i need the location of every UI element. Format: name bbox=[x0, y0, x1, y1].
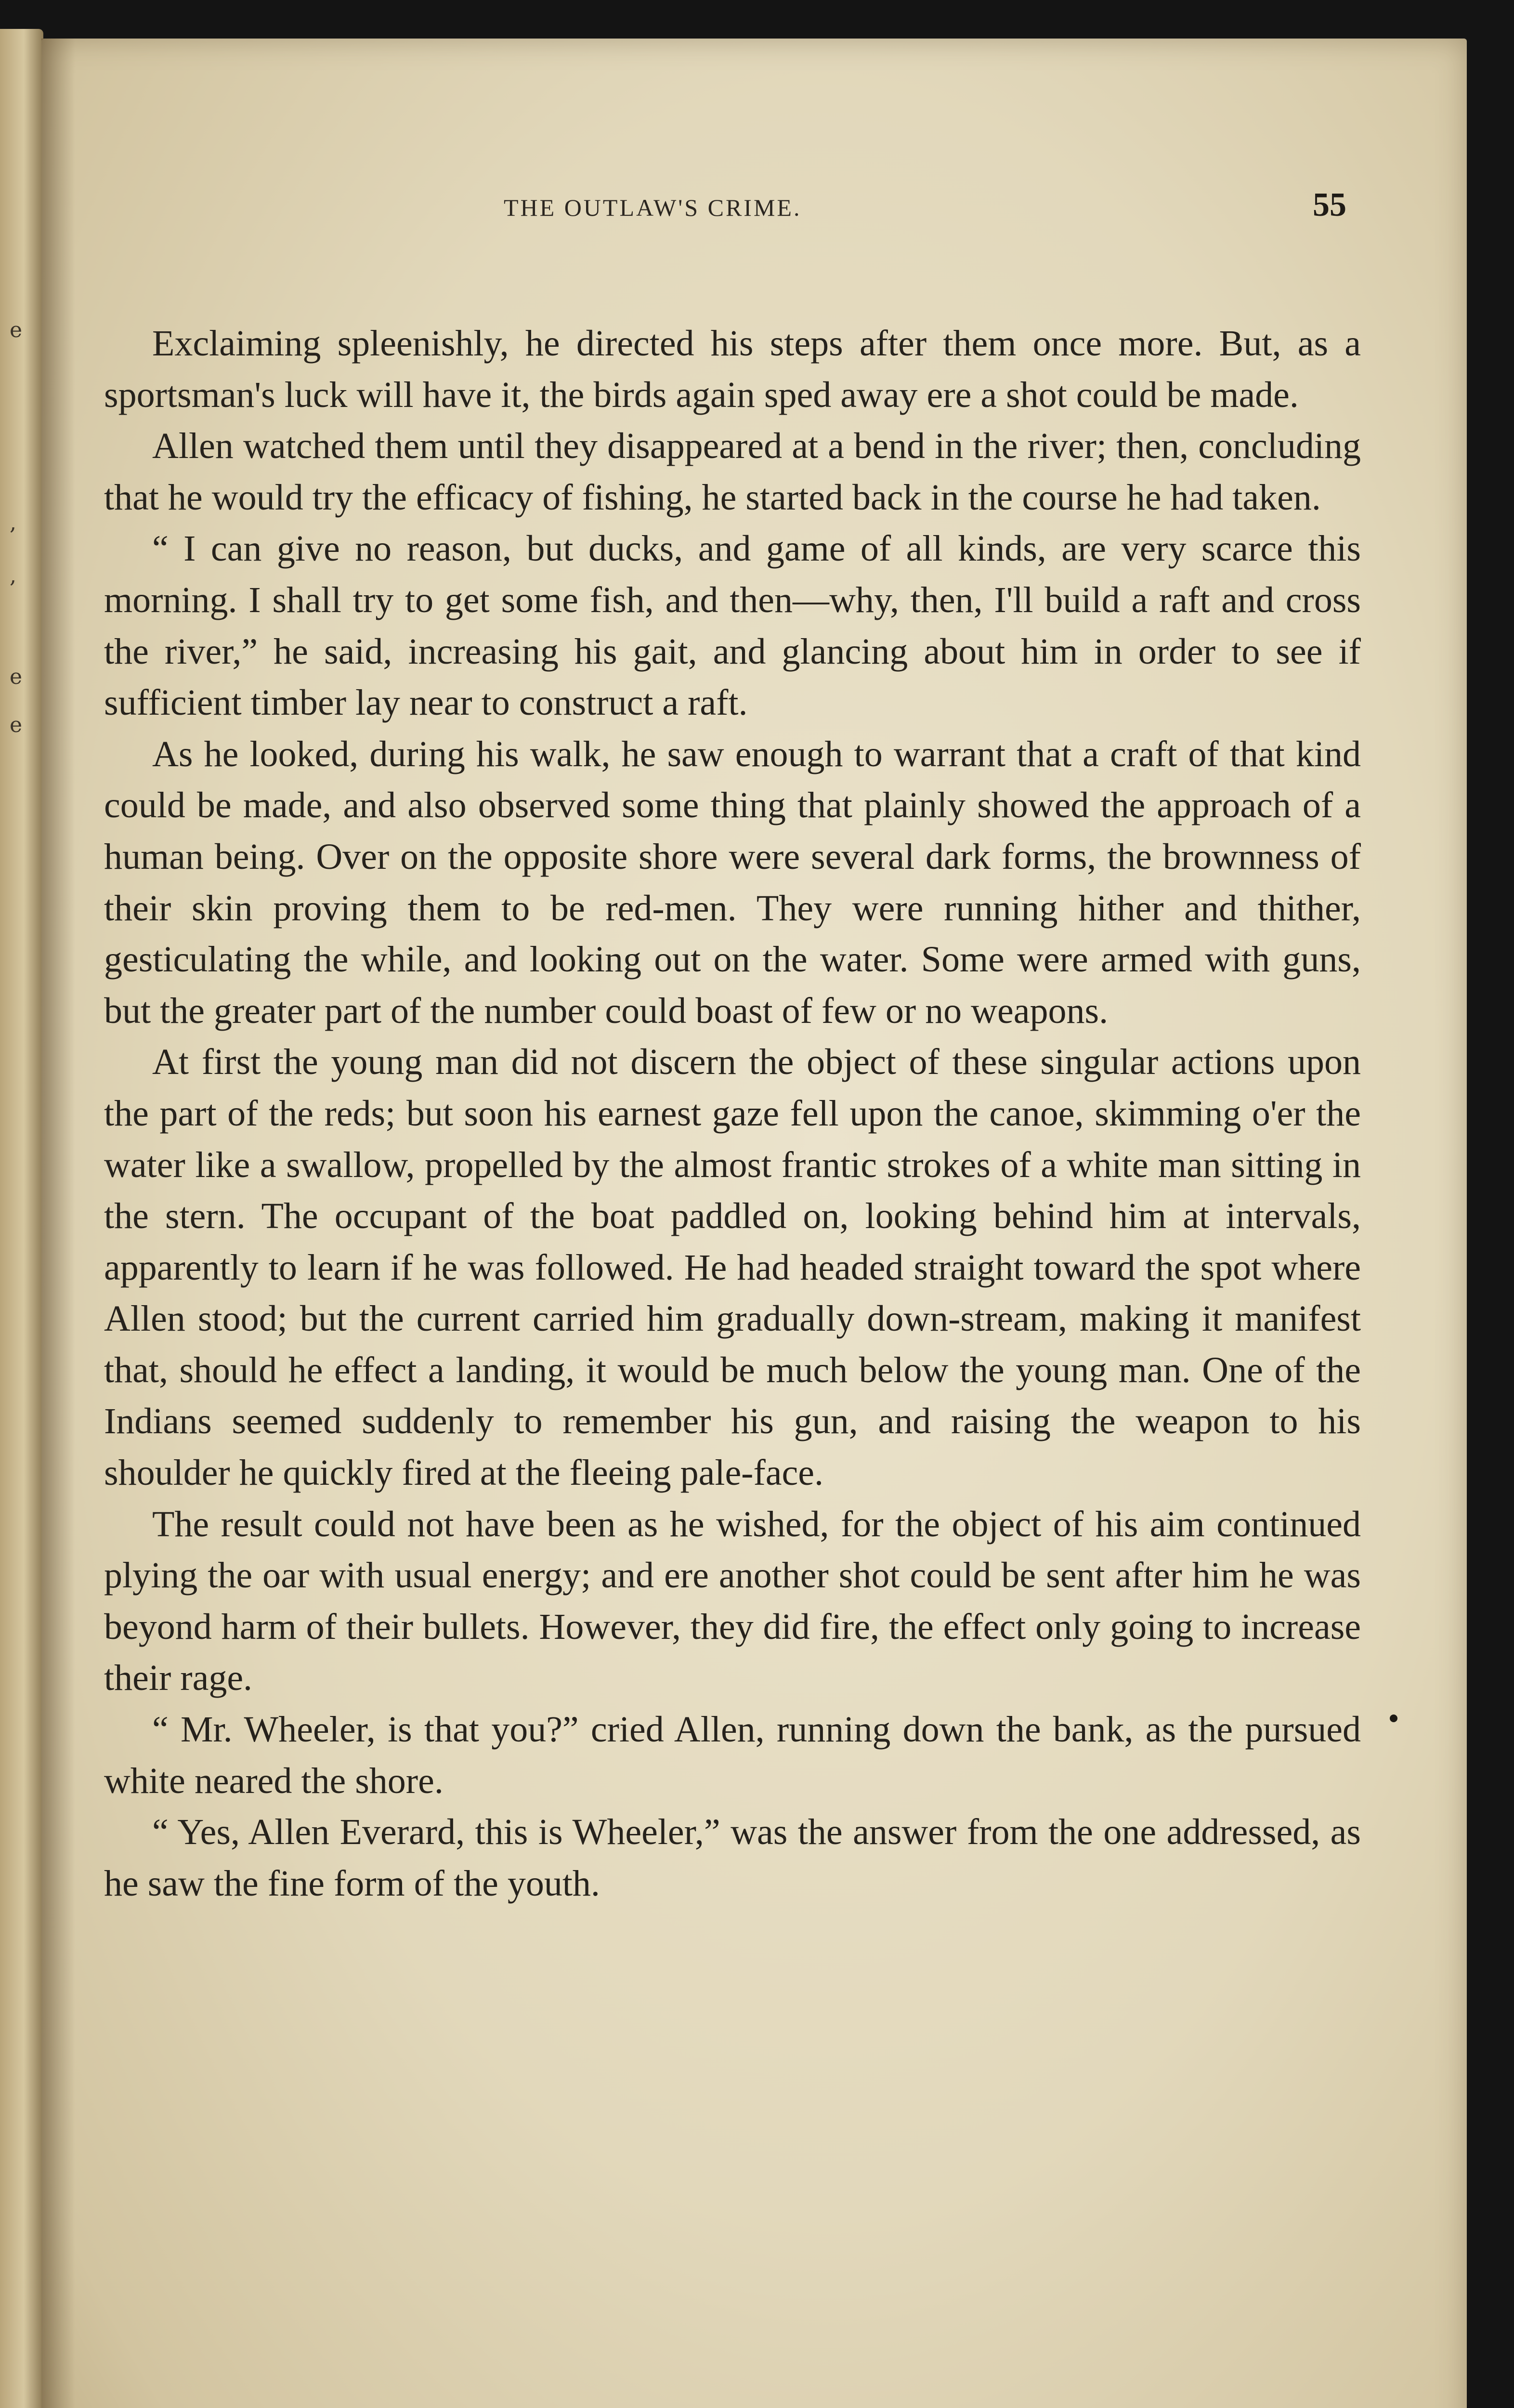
paragraph: At first the young man did not discern the object of these singular actions upon the part of the reds; but soon his earnest gaze fell upon the canoe, skimming o'er the water like a swallow, propelled by the almost frantic strokes of a white man sitting in the stern. The occupant of the boat paddled on, looking behind him at intervals, apparently to learn if he was followed. He had headed straight toward the spot where Allen stood; but the current carried him gradually down-stream, making it manifest that, should he effect a landing, it would be much below the young man. One of the Indians seemed suddenly to remember his gun, and raising the weapon to his shoulder he quickly fired at the fleeing pale-face. bbox=[104, 1042, 1361, 1493]
facing-page-fragment: , bbox=[10, 563, 16, 588]
running-title: THE OUTLAW'S CRIME. bbox=[504, 194, 802, 221]
ink-dot bbox=[1390, 1714, 1397, 1722]
running-head bbox=[41, 183, 1467, 231]
paragraph: The result could not have been as he wished, for the object of his aim continued plying the oar with usual energy; and ere another shot could be sent after him he was beyond harm of their bullets. However, they did fire, the effect only going to increase their rage. bbox=[104, 1504, 1361, 1699]
facing-page-fragment: e bbox=[10, 318, 23, 342]
facing-page-fragment: , bbox=[10, 510, 16, 535]
page-number: 55 bbox=[1313, 186, 1346, 223]
facing-page-fragment: e bbox=[10, 713, 23, 737]
paragraph: “ Yes, Allen Everard, this is Wheeler,” was the answer from the one addressed, as he saw the fine form of the youth. bbox=[104, 1812, 1361, 1904]
paragraph: Exclaiming spleenishly, he directed his steps after them once more. But, as a sportsman's luck will have it, the birds again sped away ere a shot could be made. bbox=[104, 323, 1361, 415]
facing-page-fragment: e bbox=[10, 665, 23, 689]
book-page bbox=[41, 39, 1467, 2408]
paragraph: Allen watched them until they disappeared at a bend in the river; then, concluding that he would try the efficacy of fishing, he started back in the course he had taken. bbox=[104, 426, 1361, 518]
paragraph: “ I can give no reason, but ducks, and game of all kinds, are very scarce this morning. I shall try to get some fish, and then—why, then, I'll build a raft and cross the river,” he said, increasing his gait, and glancing about him in order to see if sufficient timber lay near to construct a raft. bbox=[104, 528, 1361, 723]
paragraph: As he looked, during his walk, he saw enough to warrant that a craft of that kind could be made, and also observed some thing that plainly showed the approach of a human being. Over on the opposite shore were several dark forms, the brownness of their skin proving them to be red-men. They were running hither and thither, gesticulating the while, and looking out on the water. Some were armed with guns, but the greater part of the number could boast of few or no weapons. bbox=[104, 733, 1361, 1031]
facing-page-edge bbox=[0, 29, 43, 2408]
paragraph: “ Mr. Wheeler, is that you?” cried Allen, running down the bank, as the pursued white neared the shore. bbox=[104, 1709, 1361, 1801]
spine-shadow bbox=[41, 39, 75, 2408]
body-text bbox=[104, 318, 1361, 1909]
